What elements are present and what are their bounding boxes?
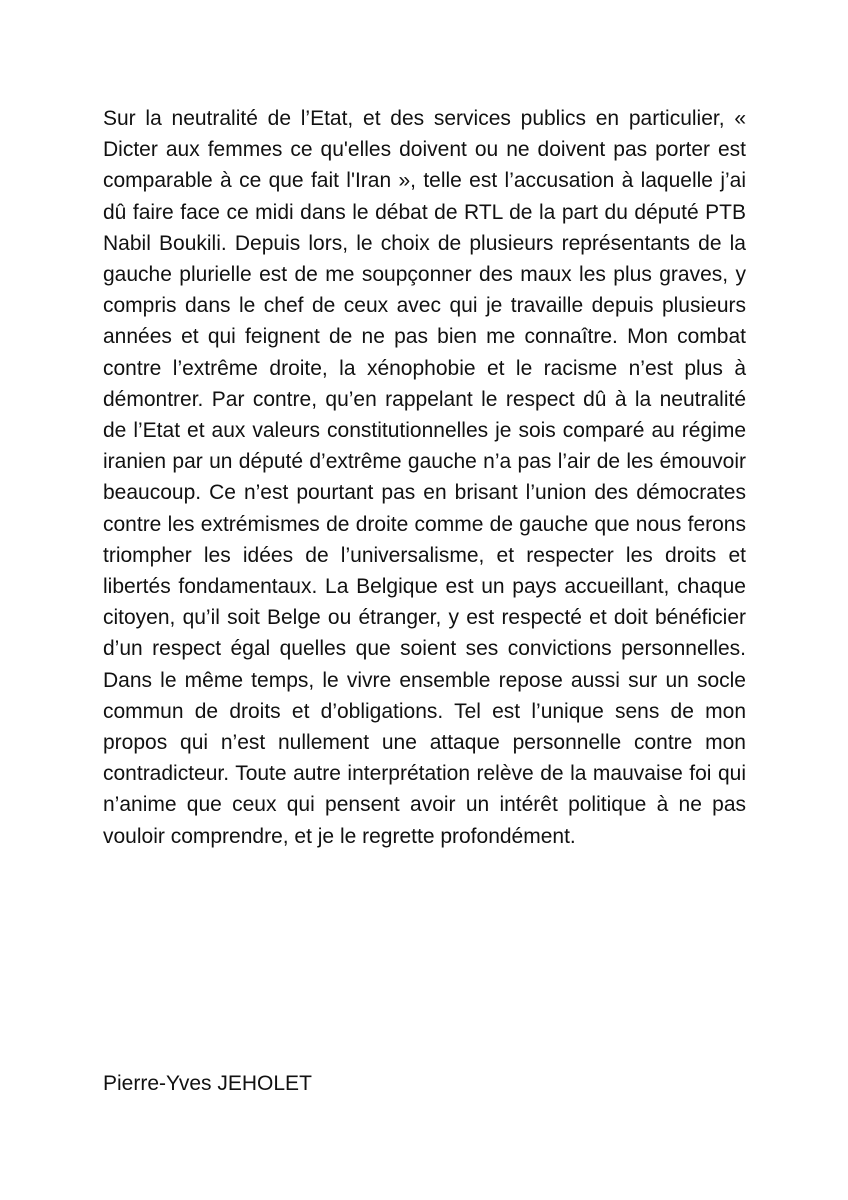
author-signature: Pierre-Yves JEHOLET bbox=[103, 1072, 312, 1095]
statement-paragraph: Sur la neutralité de l’Etat, et des services publics en particulier, « Dicter aux femmes ce qu'elles doivent ou ne doivent pas porter est comparable à ce que fait l'Iran », telle est l’accusation à laquelle j’ai dû faire face ce midi dans le débat de RTL de la part du député PTB Nabil Boukili. Depuis lors, le choix de plusieurs représentants de la gauche plurielle est de me soupçonner des maux les plus graves, y compris dans le chef de ceux avec qui je travaille depuis plusieurs années et qui feignent de ne pas bien me connaître. Mon combat contre l’extrême droite, la xénophobie et le racisme n’est plus à démontrer. Par contre, qu’en rappelant le respect dû à la neutralité de l’Etat et aux valeurs constitutionnelles je sois comparé au régime iranien par un député d’extrême gauche n’a pas l’air de les émouvoir beaucoup. Ce n’est pourtant pas en brisant l’union des démocrates contre les extrémismes de droite comme de gauche que nous ferons triompher les idées de l’universalisme, et respecter les droits et libertés fondamentaux. La Belgique est un pays accueillant, chaque citoyen, qu’il soit Belge ou étranger, y est respecté et doit bénéficier d’un respect égal quelles que soient ses convictions personnelles. Dans le même temps, le vivre ensemble repose aussi sur un socle commun de droits et d’obligations. Tel est l’unique sens de mon propos qui n’est nullement une attaque personnelle contre mon contradicteur. Toute autre interprétation relève de la mauvaise foi qui n’anime que ceux qui pensent avoir un intérêt politique à ne pas vouloir comprendre, et je le regrette profondément. bbox=[103, 107, 746, 848]
